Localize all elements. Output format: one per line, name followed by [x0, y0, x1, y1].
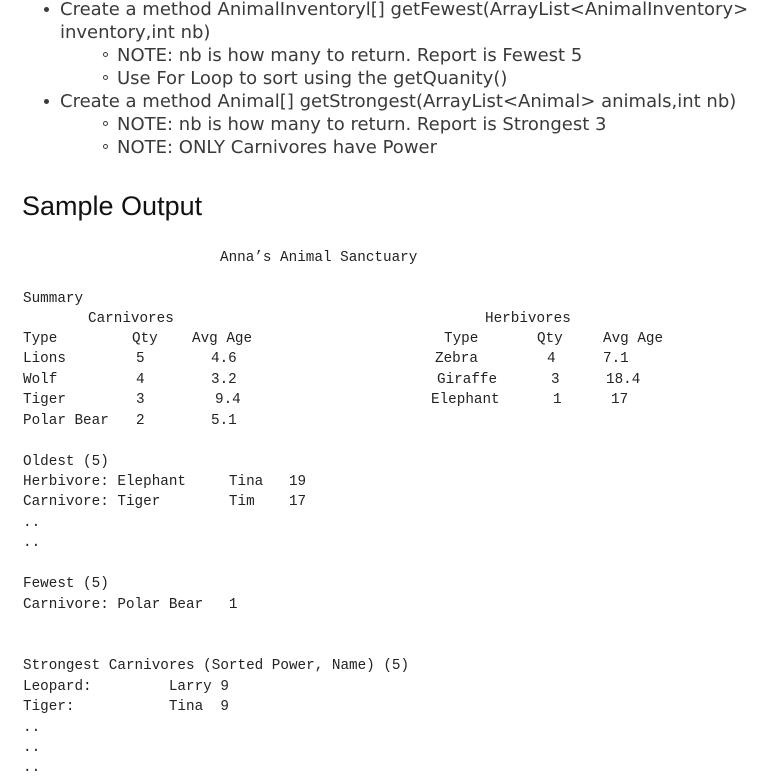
table-cell: 4.6 — [211, 351, 237, 367]
table-cell: 4 — [547, 351, 556, 367]
table-cell: 5.1 — [211, 413, 237, 429]
sample-output-heading: Sample Output — [22, 191, 203, 221]
output-line: Leopard: Larry 9 — [23, 679, 229, 695]
carnivores-header-avg-age: Avg Age — [192, 331, 253, 347]
output-line: .. — [23, 535, 41, 551]
table-cell: 2 — [136, 413, 145, 429]
herbivores-header-type: Type — [444, 331, 479, 347]
table-cell: Zebra — [435, 351, 478, 367]
table-cell: 1 — [553, 392, 562, 408]
table-cell: 7.1 — [603, 351, 629, 367]
fewest-header: Fewest (5) — [23, 576, 109, 592]
herbivores-header-qty: Qty — [537, 331, 563, 347]
carnivores-header-qty: Qty — [132, 331, 158, 347]
carnivores-group-label: Carnivores — [88, 311, 174, 327]
bullet-getfewest — [60, 0, 748, 44]
output-title: Anna’s Animal Sanctuary — [220, 250, 418, 266]
output-line: .. — [23, 720, 41, 736]
table-cell: 3 — [136, 392, 145, 408]
table-cell: 5 — [136, 351, 145, 367]
bullet-line: Create a method AnimalInventoryl[] getFewest(ArrayList<AnimalInventory> — [60, 0, 749, 20]
table-cell: Wolf — [23, 372, 58, 388]
table-cell: Lions — [23, 351, 66, 367]
herbivores-header-avg-age: Avg Age — [603, 331, 664, 347]
output-line: Tiger: Tina 9 — [23, 699, 229, 715]
output-line: .. — [23, 740, 41, 756]
table-cell: Polar Bear — [23, 413, 109, 429]
subbullet-use-for-loop: Use For Loop to sort using the getQuanity() — [117, 68, 508, 89]
table-cell: 3.2 — [211, 372, 237, 388]
subbullet-note-strongest: NOTE: nb is how many to return. Report is Strongest 3 — [117, 114, 607, 135]
carnivores-header-type: Type — [23, 331, 58, 347]
output-line: Carnivore: Tiger Tim 17 — [23, 494, 307, 510]
table-cell: 4 — [136, 372, 145, 388]
table-cell: 3 — [551, 372, 560, 388]
table-cell: 18.4 — [606, 372, 641, 388]
output-line: .. — [23, 760, 41, 776]
table-cell: 9.4 — [215, 392, 241, 408]
table-cell: Giraffe — [437, 372, 498, 388]
strongest-header: Strongest Carnivores (Sorted Power, Name) (5) — [23, 658, 410, 674]
subbullet-note-fewest: NOTE: nb is how many to return. Report is Fewest 5 — [117, 45, 583, 66]
table-cell: 17 — [611, 392, 629, 408]
bullet-line: inventory,int nb) — [60, 22, 211, 43]
summary-label: Summary — [23, 291, 84, 307]
bullet-getstrongest: Create a method Animal[] getStrongest(ArrayList<Animal> animals,int nb) — [60, 91, 737, 112]
table-cell: Elephant — [431, 392, 500, 408]
output-line: Carnivore: Polar Bear 1 — [23, 597, 238, 613]
table-cell: Tiger — [23, 392, 66, 408]
subbullet-note-carnivores: NOTE: ONLY Carnivores have Power — [117, 137, 438, 158]
herbivores-group-label: Herbivores — [485, 311, 571, 327]
output-line: Herbivore: Elephant Tina 19 — [23, 474, 307, 490]
oldest-header: Oldest (5) — [23, 454, 109, 470]
output-line: .. — [23, 515, 41, 531]
